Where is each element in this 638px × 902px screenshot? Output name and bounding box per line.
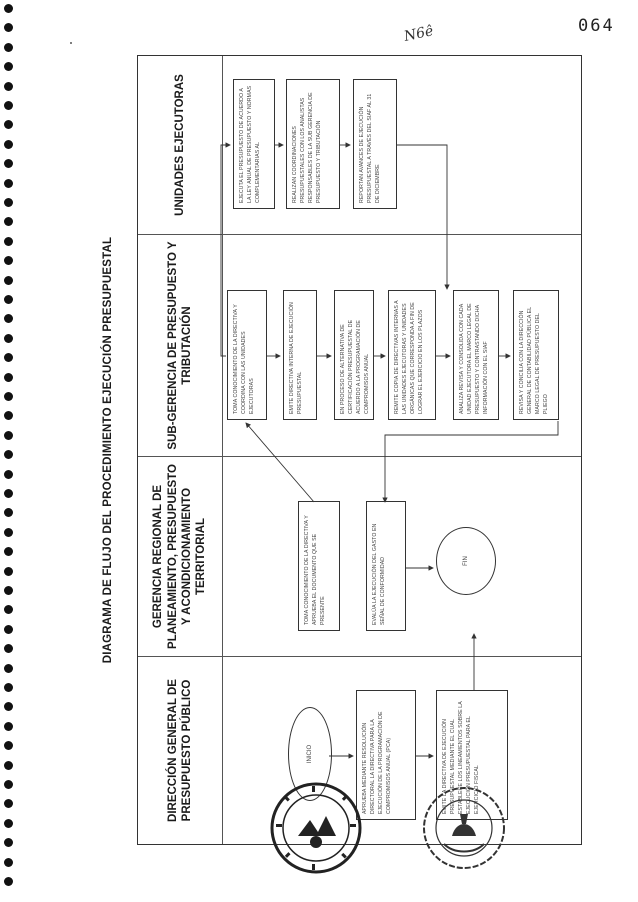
binder-hole	[4, 644, 13, 653]
flow-box: EMITE LA DIRECTIVA DE EJECUCIÓN PRESUPUESTAL MEDIANTE EL CUAL ESTABLECE LOS LINEAMIENTOS SOBRE LA EJECUCIÓN PRESUPUESTAL PARA EL EJERCICIO FISCAL	[436, 690, 508, 820]
binder-hole	[4, 470, 13, 479]
flow-box: REALIZAN COORDINACIONES PRESUPUESTALES CON LOS ANALISTAS RESPONSABLES DE LA SUB GERENCIA DE PRESUPUESTO Y TRIBUTACIÓN	[286, 79, 340, 209]
start-oval: INICIO	[288, 707, 332, 801]
binder-hole	[4, 586, 13, 595]
flow-box: EMITE DIRECTIVA INTERNA DE EJECUCIÓN PRESUPUESTAL	[283, 290, 317, 420]
page-number: 064	[578, 16, 615, 36]
binder-hole	[4, 353, 13, 362]
binder-hole	[4, 605, 13, 614]
binder-hole	[4, 877, 13, 886]
lane-header: UNIDADES EJECUTORAS	[138, 56, 223, 234]
binder-holes	[4, 4, 18, 898]
binder-hole	[4, 508, 13, 517]
binder-hole	[4, 82, 13, 91]
binder-hole	[4, 567, 13, 576]
flow-box: REPORTAN AVANCES DE EJECUCIÓN PRESUPUESTAL A TRAVÉS DEL SIAF AL 31 DE DICIEMBRE	[353, 79, 397, 209]
binder-hole	[4, 276, 13, 285]
flow-box: ANALIZA REVISA Y CONSOLIDA CON CADA UNIDAD EJECUTORA EL MARCO LEGAL DE PRESUPUESTO Y CONTRASTANDO DICHA INFORMACIÓN CON EL SIAF	[453, 290, 499, 420]
binder-hole	[4, 314, 13, 323]
binder-hole	[4, 450, 13, 459]
binder-hole	[4, 256, 13, 265]
binder-hole	[4, 683, 13, 692]
flow-box: EVALÚA LA EJECUCIÓN DEL GASTO EN SEÑAL DE CONFORMIDAD	[366, 501, 406, 631]
binder-hole	[4, 625, 13, 634]
binder-hole	[4, 819, 13, 828]
binder-hole	[4, 23, 13, 32]
binder-hole	[4, 101, 13, 110]
paper-speck	[70, 42, 72, 44]
binder-hole	[4, 198, 13, 207]
binder-hole	[4, 43, 13, 52]
government-seal-icon	[268, 780, 364, 876]
binder-hole	[4, 62, 13, 71]
binder-hole	[4, 722, 13, 731]
binder-hole	[4, 4, 13, 13]
handwritten-note: N6ê	[402, 23, 435, 45]
binder-hole	[4, 295, 13, 304]
lane-header: SUB-GERENCIA DE PRESUPUESTO Y TRIBUTACIÓN	[138, 235, 223, 456]
binder-hole	[4, 334, 13, 343]
flow-box: TOMA CONOCIMIENTO DE LA DIRECTIVA Y APRUEBA EL DOCUMENTO QUE SE PRESENTE	[298, 501, 340, 631]
end-oval: FIN	[436, 527, 496, 595]
diagram-title: DIAGRAMA DE FLUJO DEL PROCEDIMIENTO EJECUCIÓN PRESUPUESTAL	[102, 236, 114, 664]
binder-hole	[4, 120, 13, 129]
binder-hole	[4, 664, 13, 673]
lane-header: DIRECCIÓN GENERAL DE PRESUPUESTO PÚBLICO	[138, 657, 223, 844]
binder-hole	[4, 179, 13, 188]
binder-hole	[4, 780, 13, 789]
binder-hole	[4, 761, 13, 770]
round-stamp-icon	[420, 784, 508, 872]
binder-hole	[4, 392, 13, 401]
flow-box: REVISA Y CONCILIA CON LA DIRECCIÓN GENERAL DE CONTABILIDAD PÚBLICA EL MARCO LEGAL DE PRESUPUESTO DEL PLIEGO	[513, 290, 559, 420]
binder-hole	[4, 140, 13, 149]
binder-hole	[4, 547, 13, 556]
flow-diagram	[97, 55, 582, 845]
binder-hole	[4, 858, 13, 867]
binder-hole	[4, 431, 13, 440]
flow-box: APRUEBA MEDIANTE RESOLUCIÓN DIRECTORAL LA DIRECTIVA PARA LA EJECUCIÓN DE LA PROGRAMACIÓN DE COMPROMISOS ANUAL (PCA)	[356, 690, 416, 820]
binder-hole	[4, 411, 13, 420]
binder-hole	[4, 237, 13, 246]
flow-box: EN PROCESO DE ALTERNATIVA DE CERTIFICACIÓN PRESUPUESTAL DE ACUERDO A LA PROGRAMACIÓN DE COMPROMISOS ANUAL	[334, 290, 374, 420]
binder-hole	[4, 489, 13, 498]
lane-header: GERENCIA REGIONAL DE PLANEAMIENTO, PRESUPUESTO Y ACONDICIONAMIENTO TERRITORIAL	[138, 457, 223, 656]
binder-hole	[4, 528, 13, 537]
binder-hole	[4, 373, 13, 382]
binder-hole	[4, 159, 13, 168]
binder-hole	[4, 799, 13, 808]
flow-box: TOMA CONOCIMIENTO DE LA DIRECTIVA Y COORDINA CON LAS UNIDADES EJECUTORAS	[227, 290, 267, 420]
flow-connectors	[97, 55, 582, 845]
flow-box: EJECUTA EL PRESUPUESTO DE ACUERDO A LA LEY ANUAL DE PRESUPUESTO Y NORMAS COMPLEMENTARIAS AL	[233, 79, 275, 209]
flow-box: REMITE COPIA DE DIRECTIVAS INTERNAS A LAS UNIDADES EJECUTORAS Y UNIDADES ORGÁNICAS QUE CORRESPONDA A FIN DE LOGRAR EL EJERCICIO EN LOS PLAZOS	[388, 290, 436, 420]
binder-hole	[4, 838, 13, 847]
binder-hole	[4, 741, 13, 750]
binder-hole	[4, 702, 13, 711]
binder-hole	[4, 217, 13, 226]
